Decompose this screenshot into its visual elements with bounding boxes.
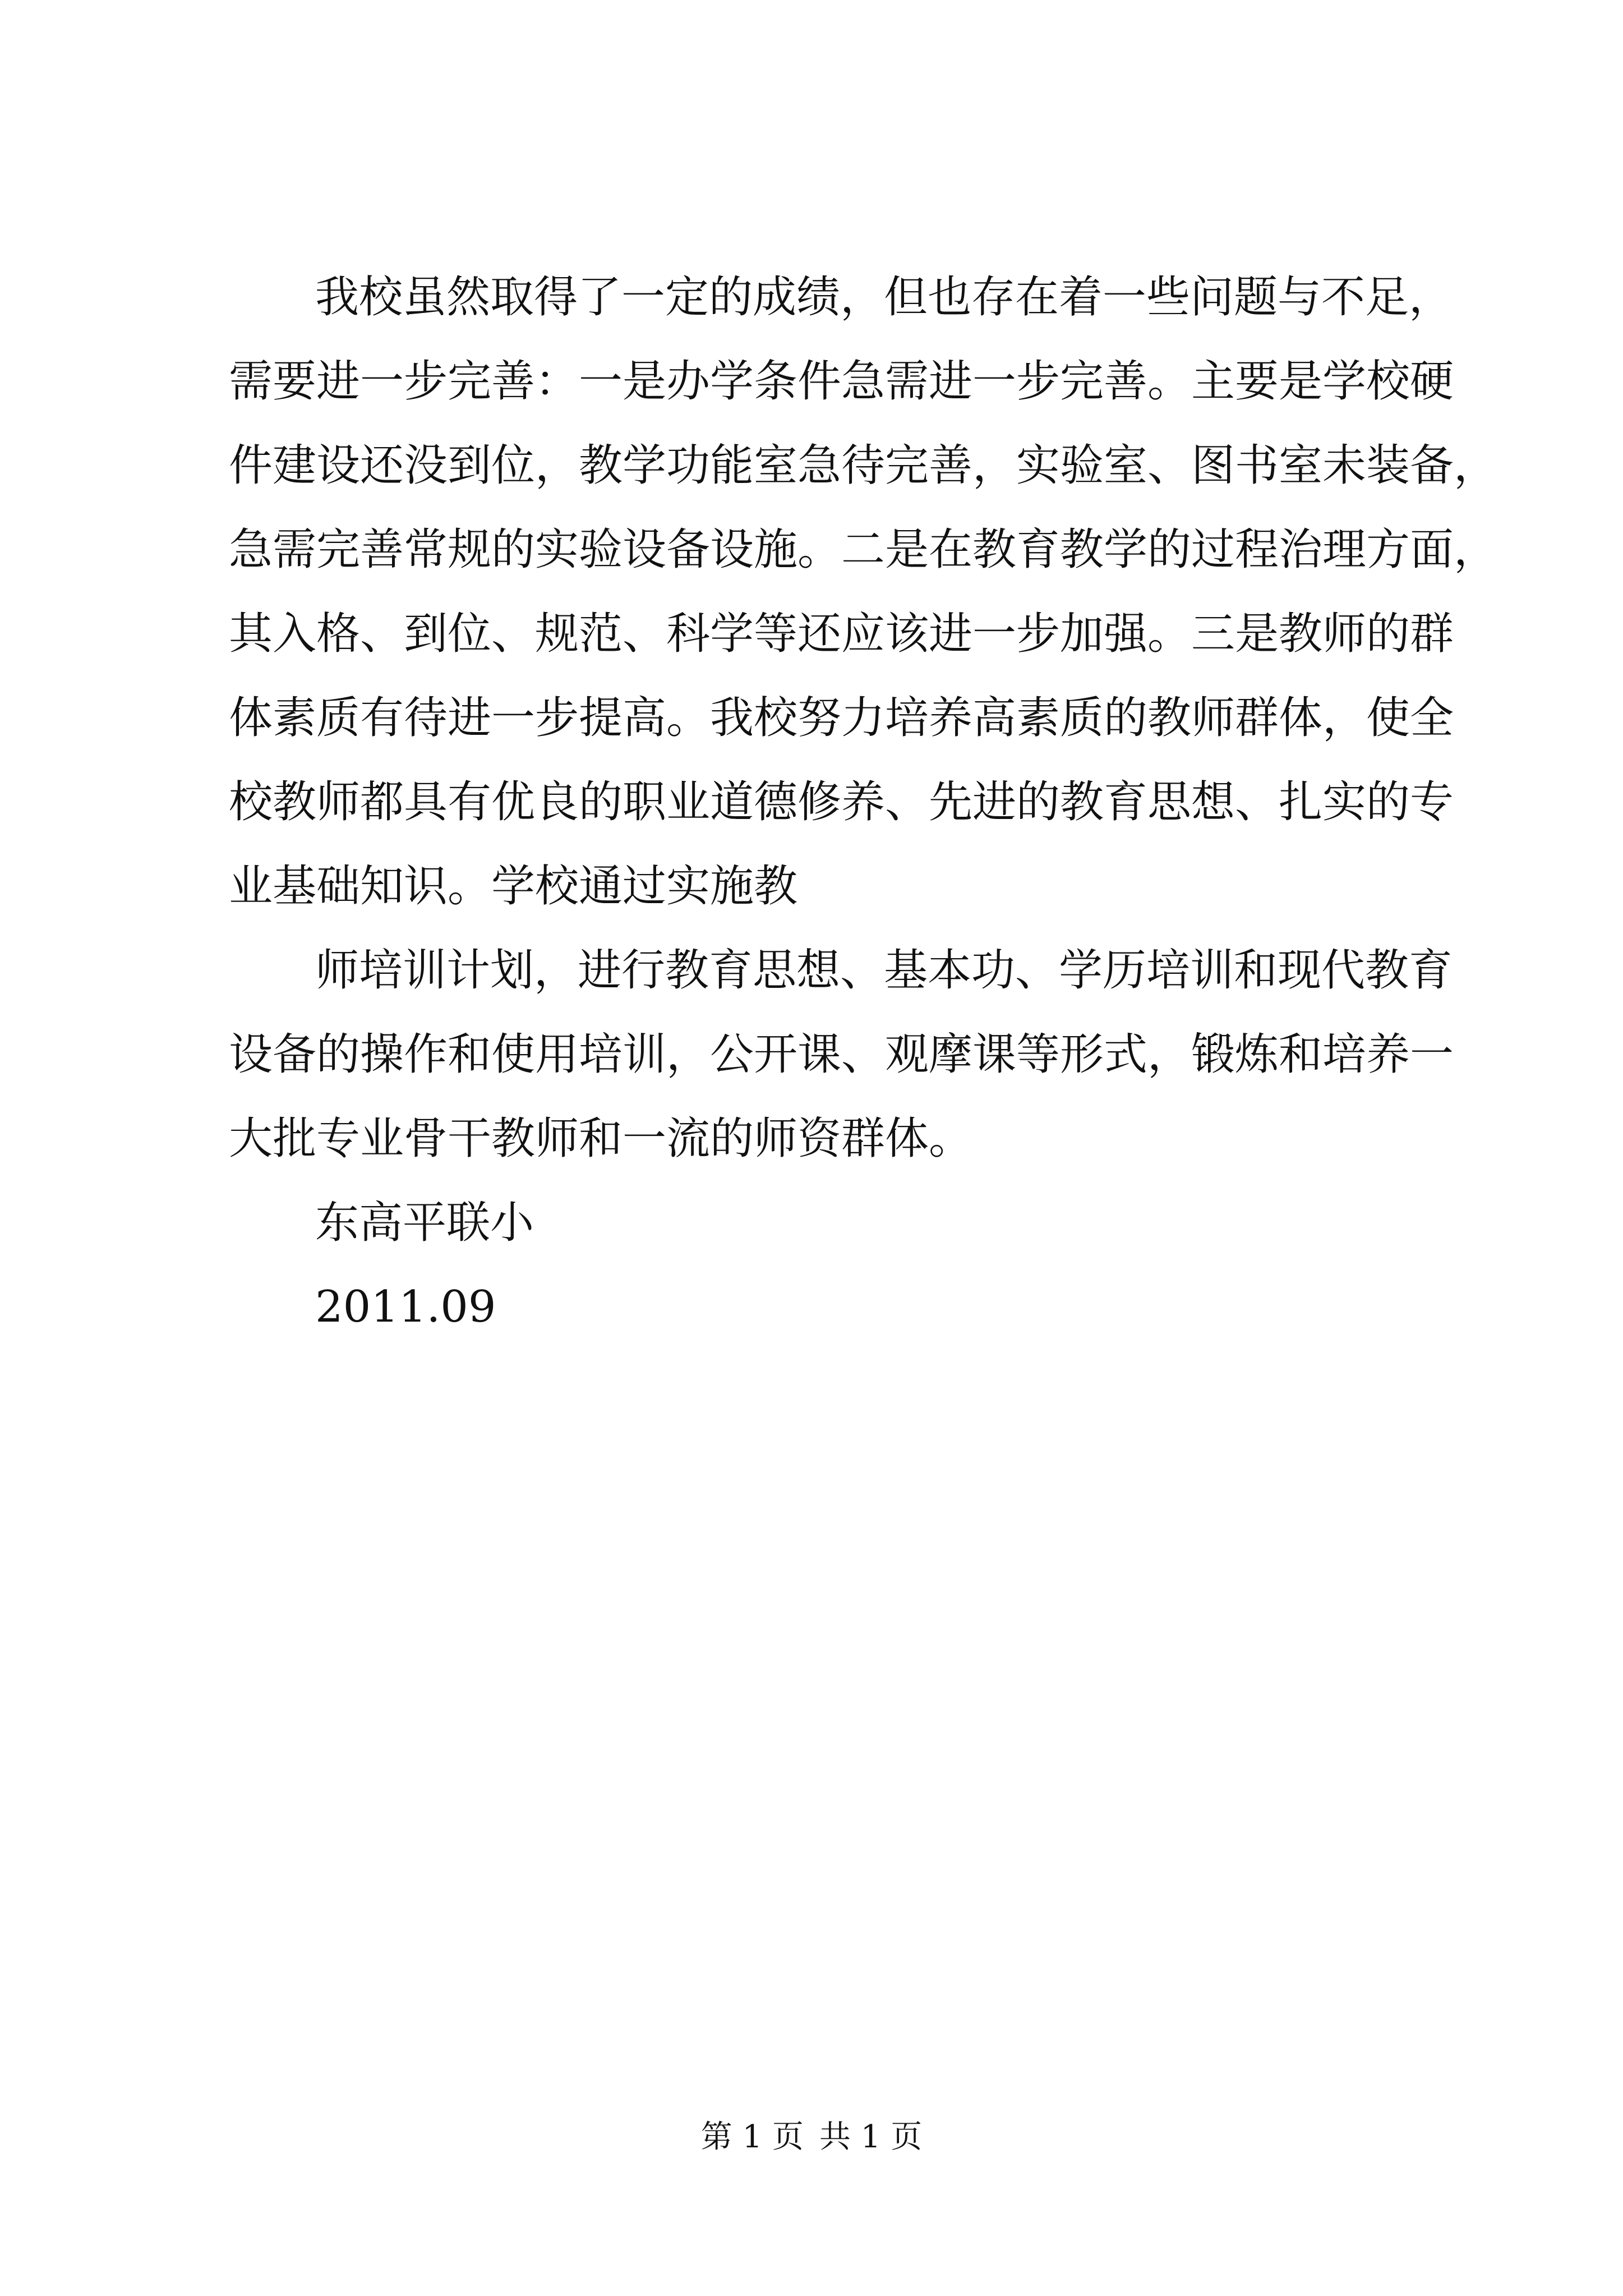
page-total: 共 1 页	[819, 2119, 923, 2155]
paragraph-line: 需要进一步完善：一是办学条件急需进一步完善。主要是学校硬	[229, 356, 1454, 407]
paragraph-line: 体素质有待进一步提高。我校努力培养高素质的教师群体，使全	[229, 693, 1454, 743]
paragraph-2	[229, 928, 1454, 1181]
signature: 东高平联小	[315, 1198, 534, 1248]
document-body	[229, 255, 1498, 1349]
paragraph-line: 设备的操作和使用培训，公开课、观摩课等形式，锻炼和培养一	[229, 1029, 1454, 1080]
paragraph-line: 师培训计划，进行教育思想、基本功、学历培训和现代教育	[315, 945, 1453, 996]
paragraph-1	[229, 255, 1498, 928]
paragraph-line: 业基础知识。学校通过实施教	[229, 861, 798, 912]
page-footer	[0, 2115, 1623, 2160]
paragraph-line: 我校虽然取得了一定的成绩，但也存在着一些问题与不足，	[315, 272, 1453, 323]
paragraph-line: 件建设还没到位，教学功能室急待完善，实验室、图书室未装备，	[229, 440, 1498, 491]
paragraph-line: 大批专业骨干教师和一流的师资群体。	[229, 1114, 973, 1164]
date: 2011.09	[315, 1282, 496, 1332]
paragraph-line: 校教师都具有优良的职业道德修养、先进的教育思想、扎实的专	[229, 777, 1454, 827]
page-number: 第 1 页	[700, 2119, 804, 2155]
paragraph-line: 其入格、到位、规范、科学等还应该进一步加强。三是教师的群	[229, 609, 1454, 659]
paragraph-line: 急需完善常规的实验设备设施。二是在教育教学的过程治理方面，	[229, 524, 1498, 575]
